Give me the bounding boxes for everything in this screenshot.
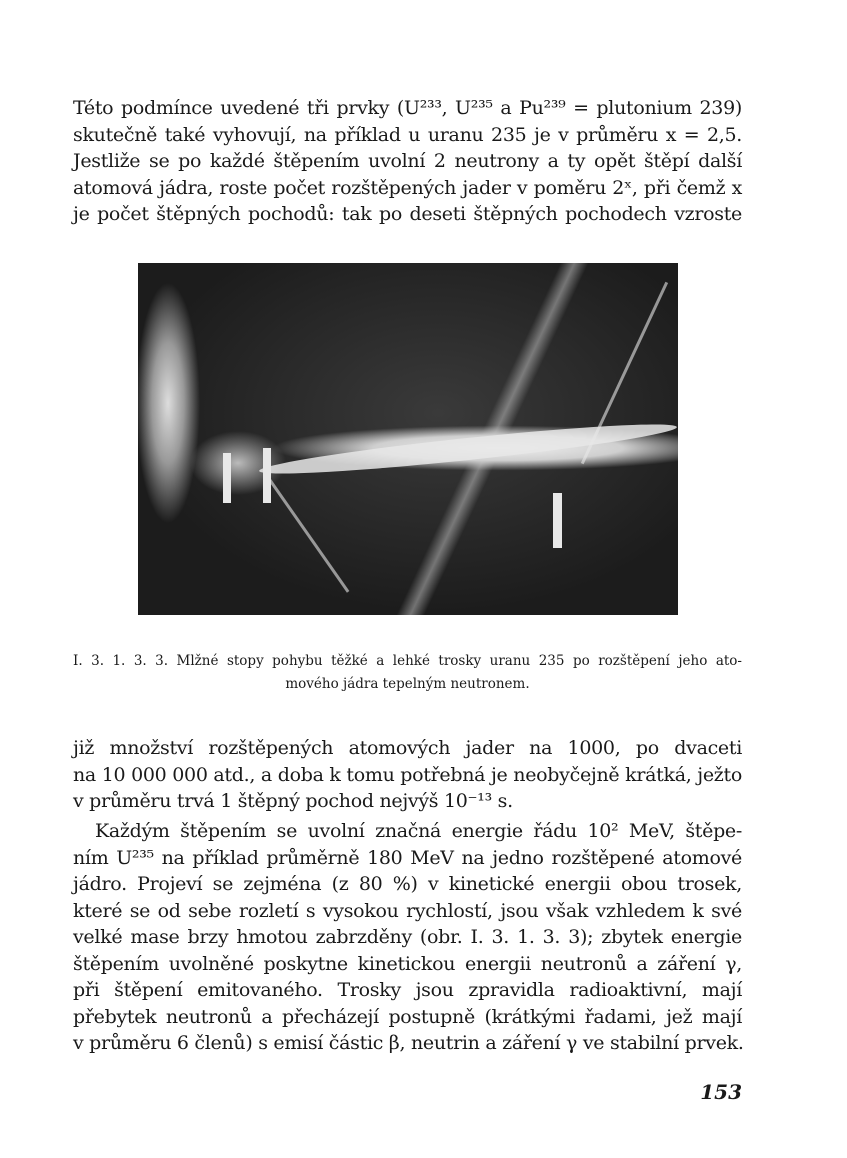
text-line: Této podmínce uvedené tři prvky (U²³³, U²³⁵ a Pu²³⁹ = plutonium 239) (73, 97, 742, 119)
paragraph-3 (73, 818, 742, 1057)
paragraph-1 (73, 95, 742, 228)
text-line: skutečně také vyhovují, na příklad u uranu 235 je v průměru x = 2,5. (73, 123, 742, 146)
figure-caption-line-1: I. 3. 1. 3. 3. Mlžné stopy pohybu těžké a lehké trosky uranu 235 po rozštěpení jeho ato- (73, 653, 742, 669)
text-line: přebytek neutronů a přecházejí postupně (krátkými řadami, jež mají (73, 1005, 742, 1028)
text-line: již množství rozštěpených atomových jader na 1000, po dvaceti (73, 737, 742, 759)
photo-track (258, 416, 678, 482)
text-line: v průměru trvá 1 štěpný pochod nejvýš 10⁻¹³ s. (73, 790, 513, 812)
photo-track (553, 493, 562, 548)
photo-track (263, 448, 271, 503)
text-line: Každým štěpením se uvolní značná energie řádu 10² MeV, štěpe- (95, 820, 742, 842)
text-line: ním U²³⁵ na příklad průměrně 180 MeV na jedno rozštěpené atomové (73, 846, 742, 869)
text-line: štěpením uvolněné poskytne kinetickou energii neutronů a záření γ, (73, 952, 742, 975)
text-line: atomová jádra, roste počet rozštěpených jader v poměru 2ˣ, při čemž x (73, 176, 742, 199)
photo-track (223, 453, 231, 503)
photo-track (267, 476, 350, 592)
text-line: Jestliže se po každé štěpením uvolní 2 neutrony a ty opět štěpí další (73, 150, 742, 172)
paragraph-2 (73, 735, 742, 815)
text-line: jádro. Projeví se zejména (z 80 %) v kinetické energii obou trosek, (73, 873, 742, 895)
text-line: v průměru 6 členů) s emisí částic β, neutrin a záření γ ve stabilní prvek. (73, 1032, 744, 1054)
text-line: je počet štěpných pochodů: tak po deseti štěpných pochodech vzroste (73, 203, 742, 225)
text-line: při štěpení emitovaného. Trosky jsou zpravidla radioaktivní, mají (73, 979, 742, 1001)
text-line: velké mase brzy hmotou zabrzděny (obr. I. 3. 1. 3. 3); zbytek energie (73, 926, 742, 948)
figure-caption-line-2: mového jádra tepelným neutronem. (285, 676, 530, 692)
cloud-chamber-photo (138, 263, 678, 615)
page-number: 153 (700, 1080, 742, 1104)
text-line: na 10 000 000 atd., a doba k tomu potřebná je neobyčejně krátká, ježto (73, 763, 742, 786)
text-line: které se od sebe rozletí s vysokou rychlostí, jsou však vzhledem k své (73, 899, 742, 922)
